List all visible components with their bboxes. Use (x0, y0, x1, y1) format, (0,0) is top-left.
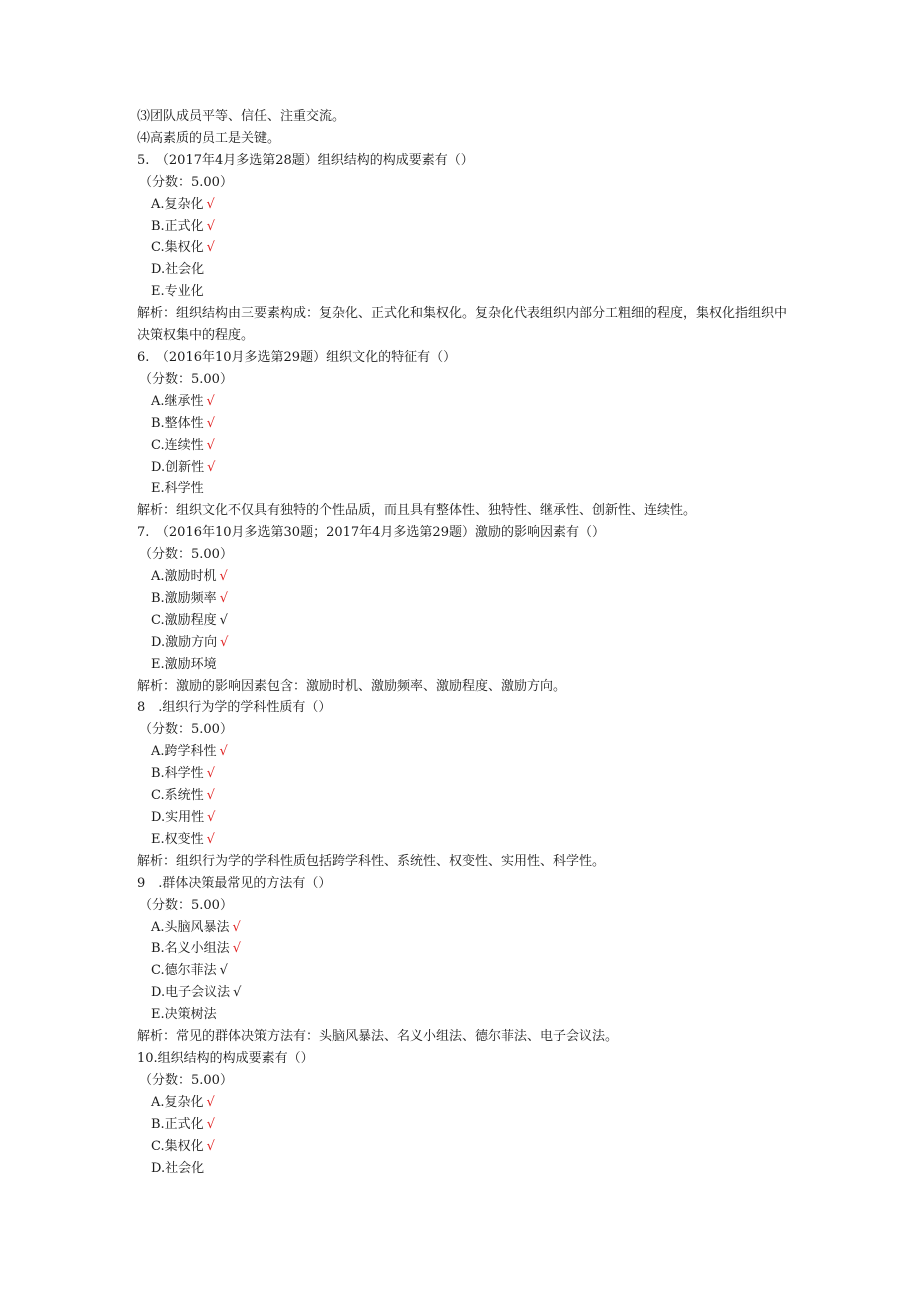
question-block (137, 150, 797, 347)
check-mark-icon: √ (206, 437, 215, 453)
analysis-text: 解析：组织行为学的学科性质包括跨学科性、系统性、权变性、实用性、科学性。 (137, 853, 606, 869)
check-mark-icon: √ (220, 634, 229, 650)
question-score: （分数：5.00） (139, 174, 233, 190)
option-item (137, 478, 797, 500)
option-item (137, 960, 797, 982)
option-text: D.社会化 (151, 1160, 205, 1176)
option-item (137, 588, 797, 610)
option-item (137, 1114, 797, 1136)
question-block (137, 522, 797, 697)
question-title: 5. （2017年4月多选第28题）组织结构的构成要素有（） (137, 152, 474, 168)
question-block (137, 347, 797, 522)
option-item (137, 1136, 797, 1158)
option-text: D.激励方向 (151, 634, 218, 650)
option-text: E.决策树法 (151, 1007, 217, 1023)
check-mark-icon: √ (206, 1138, 215, 1154)
option-text: D.实用性 (151, 810, 205, 825)
question-title: 9 .群体决策最常见的方法有（） (137, 875, 332, 891)
option-item (137, 741, 797, 763)
question-block (137, 697, 797, 872)
question-score: （分数：5.00） (139, 722, 233, 738)
check-mark-icon: √ (207, 459, 216, 475)
check-mark-icon: √ (219, 744, 228, 760)
option-item (137, 917, 797, 939)
document-body (137, 106, 797, 1179)
option-text: E.专业化 (151, 284, 204, 300)
option-text: C.集权化 (151, 240, 204, 256)
option-item (137, 785, 797, 807)
check-mark-icon: √ (207, 810, 216, 825)
option-text: A.复杂化 (151, 1094, 204, 1110)
option-text: A.复杂化 (151, 196, 204, 212)
option-text: E.科学性 (151, 481, 204, 497)
option-text: A.跨学科性 (151, 744, 217, 760)
analysis-text: 解析：常见的群体决策方法有：头脑风暴法、名义小组法、德尔菲法、电子会议法。 (137, 1029, 619, 1045)
check-mark-icon: √ (206, 1116, 215, 1132)
option-text: C.连续性 (151, 437, 204, 453)
option-item (137, 1158, 797, 1180)
option-text: C.德尔菲法 (151, 963, 217, 979)
option-item (137, 457, 797, 479)
option-text: B.正式化 (151, 218, 204, 234)
option-item (137, 938, 797, 960)
option-item (137, 194, 797, 216)
question-title: 10.组织结构的构成要素有（） (137, 1050, 314, 1066)
option-item (137, 259, 797, 281)
question-score: （分数：5.00） (139, 371, 233, 387)
option-item (137, 281, 797, 303)
option-text: E.权变性 (151, 831, 204, 847)
option-text: B.正式化 (151, 1116, 204, 1132)
question-title: 8 .组织行为学的学科性质有（） (137, 700, 332, 716)
analysis-text: 解析：组织文化不仅具有独特的个性品质，而且具有整体性、独特性、继承性、创新性、连续性。 (137, 503, 697, 519)
option-item (137, 1092, 797, 1114)
option-text: C.系统性 (151, 788, 204, 804)
option-item (137, 982, 797, 1004)
option-text: E.激励环境 (151, 656, 217, 672)
option-text: C.激励程度 (151, 612, 217, 628)
question-title: 7. （2016年10月多选第30题；2017年4月多选第29题）激励的影响因素有（） (137, 525, 605, 541)
option-item (137, 237, 797, 259)
check-mark-icon: √ (206, 240, 215, 256)
check-mark-icon: √ (206, 196, 215, 212)
check-mark-icon: √ (232, 941, 241, 957)
option-item (137, 829, 797, 851)
option-text: B.名义小组法 (151, 941, 230, 957)
option-text: A.头脑风暴法 (151, 919, 230, 935)
intro-line: ⑷高素质的员工是关键。 (137, 130, 281, 146)
option-text: B.科学性 (151, 766, 204, 782)
check-mark-icon: √ (206, 788, 215, 804)
question-score: （分数：5.00） (139, 1072, 233, 1088)
check-mark-icon: √ (206, 415, 215, 431)
option-item (137, 566, 797, 588)
option-item (137, 632, 797, 654)
check-mark-icon: √ (233, 985, 242, 1001)
analysis-text: 解析：激励的影响因素包含：激励时机、激励频率、激励程度、激励方向。 (137, 678, 567, 694)
option-text: B.整体性 (151, 415, 204, 431)
option-item (137, 435, 797, 457)
check-mark-icon: √ (206, 831, 215, 847)
question-block (137, 1048, 797, 1179)
option-text: A.继承性 (151, 393, 204, 409)
check-mark-icon: √ (219, 612, 228, 628)
option-text: C.集权化 (151, 1138, 204, 1154)
intro-line: ⑶团队成员平等、信任、注重交流。 (137, 109, 346, 124)
check-mark-icon: √ (219, 963, 228, 979)
check-mark-icon: √ (206, 1094, 215, 1110)
option-item (137, 216, 797, 238)
option-item (137, 654, 797, 676)
option-item (137, 807, 797, 829)
check-mark-icon: √ (206, 393, 215, 409)
check-mark-icon: √ (219, 569, 228, 585)
check-mark-icon: √ (219, 590, 228, 606)
option-item (137, 763, 797, 785)
option-item (137, 610, 797, 632)
option-item (137, 391, 797, 413)
option-text: B.激励频率 (151, 590, 217, 606)
option-item (137, 413, 797, 435)
question-score: （分数：5.00） (139, 547, 233, 563)
option-text: D.电子会议法 (151, 985, 231, 1001)
option-text: D.社会化 (151, 262, 205, 278)
question-block (137, 873, 797, 1048)
analysis-text: 解析：组织结构由三要素构成：复杂化、正式化和集权化。复杂化代表组织内部分工粗细的程度，集权化指组织中决策权集中的程度。 (137, 306, 788, 344)
option-text: D.创新性 (151, 459, 205, 475)
question-title: 6. （2016年10月多选第29题）组织文化的特征有（） (137, 349, 457, 365)
check-mark-icon: √ (206, 218, 215, 234)
check-mark-icon: √ (206, 766, 215, 782)
option-item (137, 1004, 797, 1026)
option-text: A.激励时机 (151, 569, 217, 585)
question-score: （分数：5.00） (139, 897, 233, 913)
check-mark-icon: √ (232, 919, 241, 935)
